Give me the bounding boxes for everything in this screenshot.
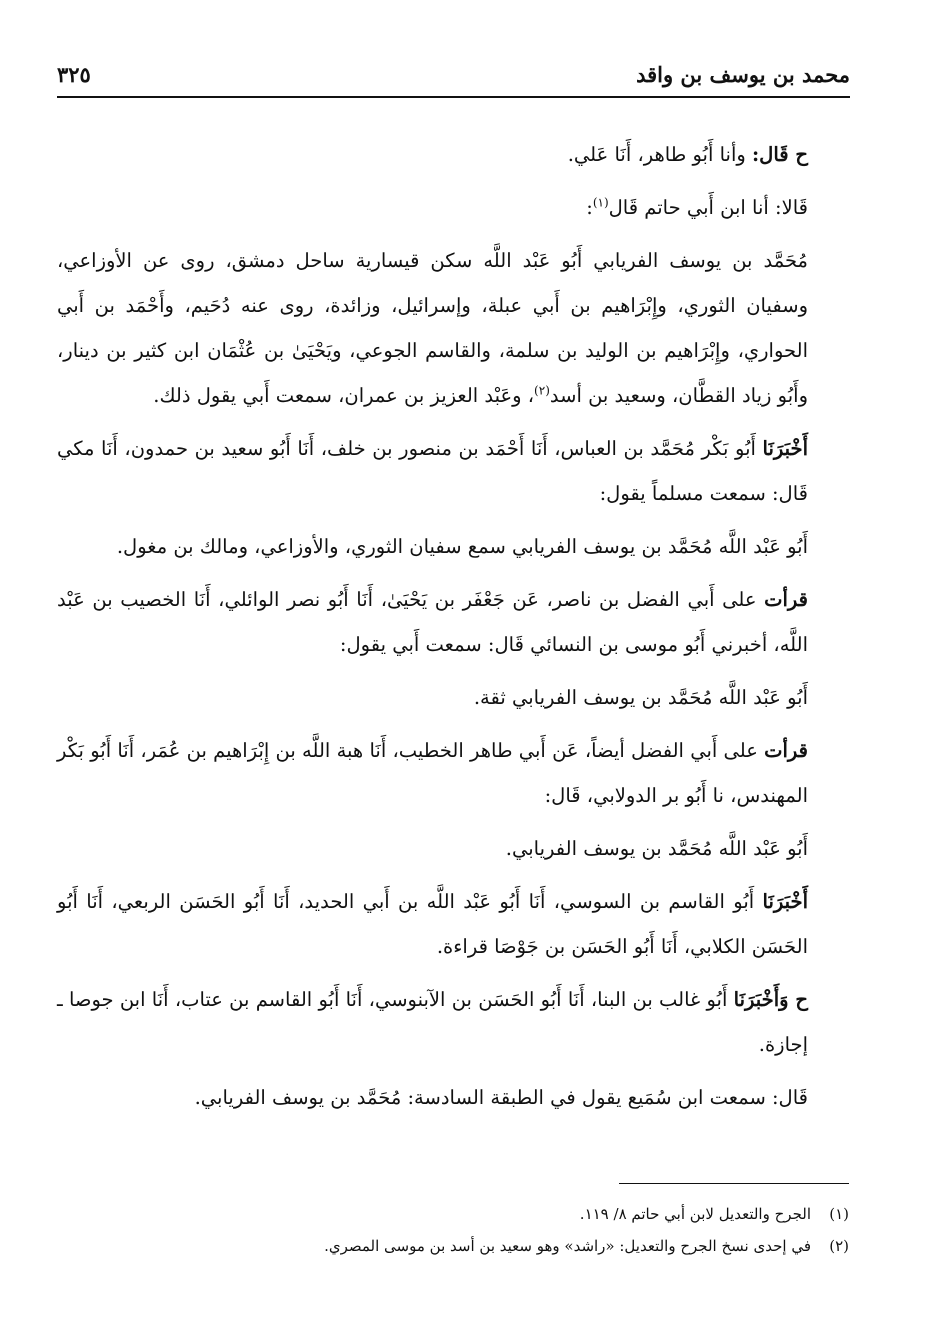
footnote bbox=[84, 1198, 849, 1230]
paragraph-lead: ح قَال: bbox=[751, 143, 808, 166]
running-title: محمد بن يوسف بن واقد bbox=[636, 62, 850, 87]
paragraph bbox=[57, 577, 850, 667]
paragraph-text: أَبُو عَبْد اللَّه مُحَمَّد بن يوسف الفريابي سمع سفيان الثوري، والأوزاعي، ومالك بن مغول. bbox=[116, 535, 808, 558]
paragraph-text: وأنا أَبُو طاهر، أَنَا عَلي. bbox=[567, 143, 752, 166]
paragraph-text: قَالا: أنا ابن أَبي حاتم قَال bbox=[608, 196, 808, 219]
paragraph bbox=[57, 238, 850, 418]
footnotes bbox=[84, 1198, 849, 1262]
paragraph bbox=[57, 879, 850, 969]
main-text bbox=[57, 132, 850, 1128]
paragraph-lead: ح وَأَخْبَرَنَا bbox=[733, 988, 809, 1011]
paragraph-text: على أَبي الفضل بن ناصر، عَن جَعْفَر بن يَحْيَىٰ، أَنَا أَبُو نصر الوائلي، أَنَا الخصيب بن عَبْد اللَّه، أخبرني أَبُو موسى بن النسائي قَال: سمعت أَبي يقول: bbox=[57, 588, 808, 656]
paragraph-tail: ، وعَبْد العزيز بن عمران، سمعت أَبي يقول ذلك. bbox=[153, 384, 535, 407]
paragraph bbox=[57, 977, 850, 1067]
paragraph bbox=[57, 524, 850, 569]
paragraph-lead: قرأت bbox=[764, 739, 808, 762]
footnote-ref[interactable]: (٢) bbox=[534, 383, 550, 398]
paragraph bbox=[57, 426, 850, 516]
paragraph-text: أَبُو عَبْد اللَّه مُحَمَّد بن يوسف الفريابي. bbox=[505, 837, 808, 860]
footnote-number: (١) bbox=[829, 1205, 849, 1223]
paragraph bbox=[57, 185, 850, 230]
paragraph-text: أَبُو القاسم بن السوسي، أَنَا أَبُو عَبْد اللَّه بن أَبي الحديد، أَنَا أَبُو الحَسَن الربعي، أَنَا أَبُو الحَسَن الكلابي، أَنَا أَبُو الحَسَن بن جَوْصَا قراءة. bbox=[57, 890, 808, 958]
paragraph bbox=[57, 675, 850, 720]
footnote bbox=[84, 1230, 849, 1262]
paragraph bbox=[57, 728, 850, 818]
paragraph-text: قَال: سمعت ابن سُمَيع يقول في الطبقة السادسة: مُحَمَّد بن يوسف الفريابي. bbox=[194, 1086, 808, 1109]
paragraph bbox=[57, 826, 850, 871]
footnote-separator bbox=[619, 1183, 849, 1184]
paragraph bbox=[57, 1075, 850, 1120]
page-header bbox=[57, 60, 850, 98]
paragraph bbox=[57, 132, 850, 177]
footnote-number: (٢) bbox=[829, 1237, 849, 1255]
paragraph-lead: أَخْبَرَنَا bbox=[762, 437, 808, 460]
paragraph-text: مُحَمَّد بن يوسف الفريابي أَبُو عَبْد اللَّه سكن قيسارية ساحل دمشق، روى عن الأوزاعي، وسفيان الثوري، وإِبْرَاهيم بن أَبي عبلة، وإسرائيل، وزائدة، روى عنه دُحَيم، وأَحْمَد بن أَبي الحواري، وإِبْرَاهيم بن الوليد بن سلمة، والقاسم الجوعي، ويَحْيَىٰ بن عُثْمَان ابن كثير بن دينار، وأَبُو زياد القطَّان، وسعيد بن أسد bbox=[57, 249, 808, 407]
footnote-ref[interactable]: (١) bbox=[592, 195, 609, 210]
paragraph-text: أَبُو بَكْر مُحَمَّد بن العباس، أَنَا أَحْمَد بن منصور بن خلف، أَنَا أَبُو سعيد بن حمدون، أَنَا مكي قَال: سمعت مسلماً يقول: bbox=[57, 437, 808, 505]
paragraph-lead: قرأت bbox=[764, 588, 808, 611]
page-number: ٣٢٥ bbox=[57, 62, 91, 87]
paragraph-text: أَبُو عَبْد اللَّه مُحَمَّد بن يوسف الفريابي ثقة. bbox=[473, 686, 808, 709]
footnote-text: في إحدى نسخ الجرح والتعديل: «راشد» وهو سعيد بن أسد بن موسى المصري. bbox=[324, 1237, 811, 1255]
paragraph-lead: أَخْبَرَنَا bbox=[762, 890, 808, 913]
footnote-text: الجرح والتعديل لابن أبي حاتم ٨/ ١١٩. bbox=[579, 1205, 811, 1223]
paragraph-text: أَبُو غالب بن البنا، أَنَا أَبُو الحَسَن بن الآبنوسي، أَنَا أَبُو القاسم بن عتاب، أَنَا ابن جوصا ـ إجازة. bbox=[57, 988, 808, 1056]
paragraph-text: على أَبي الفضل أيضاً، عَن أَبي طاهر الخطيب، أَنَا هبة اللَّه بن إِبْرَاهيم بن عُمَر، أَنَا أَبُو بَكْر المهندس، نا أَبُو بر الدولابي، قَال: bbox=[57, 739, 808, 807]
paragraph-tail: : bbox=[586, 196, 593, 219]
